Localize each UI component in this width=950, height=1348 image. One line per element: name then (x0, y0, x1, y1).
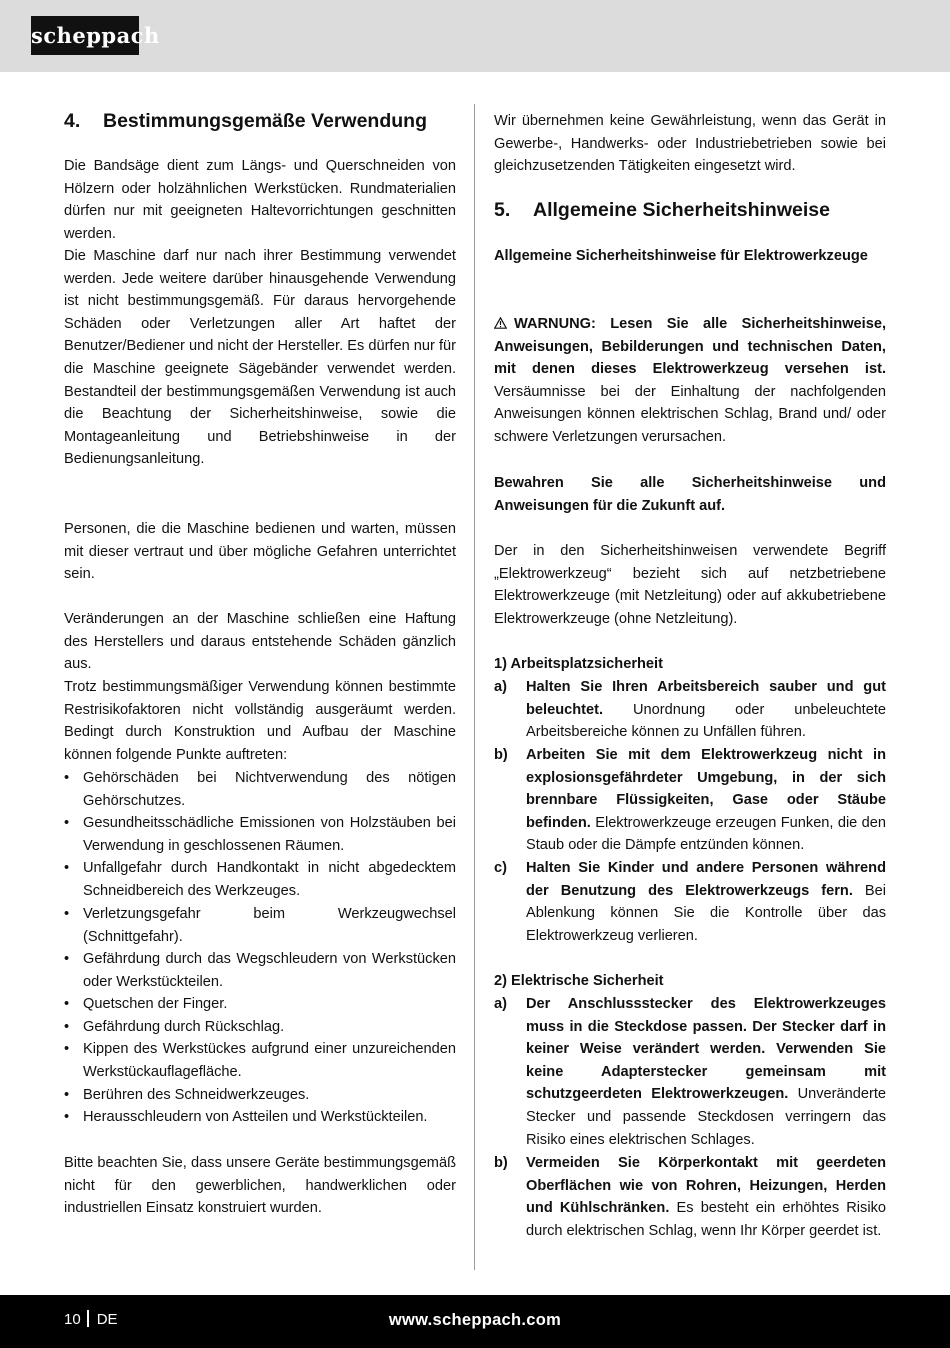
section-title: Bestimmungsgemäße Verwendung (103, 110, 427, 132)
bullet: • (64, 860, 70, 876)
section-number: 5. (494, 199, 511, 221)
footer-bar (0, 1295, 950, 1348)
scheppach-logo: scheppach (31, 16, 139, 55)
list-item (64, 1016, 456, 1039)
language-code: DE (96, 1311, 118, 1328)
bullet: • (64, 1041, 70, 1057)
paragraph: Der in den Sicherheitshinweisen verwendete Begriff „Elektrowerkzeug“ bezieht sich auf netzbetriebene Elektrowerkzeuge (mit Netzleitung) oder auf akkubetriebene Elektrowerkzeuge (ohne Netzleitung). (494, 543, 886, 627)
paragraph: Die Maschine darf nur nach ihrer Bestimmung verwendet werden. Jede weitere darüber hinausgehende Verwendung ist nicht bestimmungsgemäß. Für daraus hervorgehende Schäden oder Verletzungen aller Art haftet der Benutzer/Bediener und nicht der Hersteller. Es dürfen nur für die Maschine geeignete Sägebänder verwendet werden. Bestandteil der bestimmungsgemäßen Verwendung ist auch die Beachtung der Sicherheitshinweise, sowie die Montageanleitung und Betriebshinweise in der Bedienungsanleitung. (64, 248, 456, 468)
warning-text: Versäumnisse bei der Einhaltung der nachfolgenden Anweisungen können elektrischen Schlag, Brand und/ oder schwere Verletzungen verursachen. (494, 383, 886, 445)
header-bar (0, 0, 950, 72)
subsection-title: 2) Elektrische Sicherheit (494, 973, 664, 989)
list-item-text: Herausschleudern von Astteilen und Werkstückteilen. (83, 1109, 428, 1125)
warning-triangle-icon (494, 317, 507, 329)
paragraph: Bitte beachten Sie, dass unsere Geräte bestimmungsgemäß nicht für den gewerblichen, handwerklichen oder industriellen Einsatz konstruiert wurden. (64, 1155, 456, 1217)
paragraph: Veränderungen an der Maschine schließen eine Haftung des Herstellers und daraus entstehende Schäden gänzlich aus. (64, 611, 456, 673)
list-item (64, 948, 456, 993)
paragraph: Wir übernehmen keine Gewährleistung, wenn das Gerät in Gewerbe-, Handwerks- oder Industriebetrieben sowie bei gleichzusetzenden Tätigkeiten eingesetzt wird. (494, 113, 886, 175)
footer-url[interactable]: www.scheppach.com (388, 1311, 562, 1329)
list-item-text: Gehörschäden bei Nichtverwendung des nötigen Gehörschutzes. (83, 770, 456, 809)
bullet: • (64, 815, 70, 831)
list-item (64, 993, 456, 1016)
item-bold: Der Anschlussstecker des Elektrowerkzeuges muss in die Steckdose passen. Der Stecker darf in keiner Weise verändert werden. Verwenden Sie keine Adapterstecker gemeinsam mit schutzgeerdeten Elektrowerkzeugen. (526, 996, 886, 1103)
list-item (64, 857, 456, 902)
list-item (64, 1084, 456, 1107)
list-item-text: Quetschen der Finger. (83, 996, 228, 1012)
item-letter: a) (494, 996, 507, 1012)
warning-bold-text: WARNUNG: Lesen Sie alle Sicherheitshinweise, Anweisungen, Bebilderungen und technischen Daten, mit denen dieses Elektrowerkzeug versehen ist. (494, 316, 886, 378)
item-normal: Unveränderte Stecker und passende Steckdosen verringern das Risiko eines elektrischen Schlages. (526, 1086, 887, 1148)
item-normal: Elektrowerkzeuge erzeugen Funken, die den Staub oder die Dämpfe entzünden können. (526, 814, 886, 854)
bullet: • (64, 1019, 70, 1035)
list-item (64, 1038, 456, 1083)
bullet: • (64, 1109, 70, 1125)
list-item-text: Kippen des Werkstückes aufgrund einer unzureichenden Werkstückauflagefläche. (83, 1041, 456, 1080)
item-text (526, 676, 886, 744)
page-number: 10 (64, 1311, 81, 1328)
warning-paragraph (494, 313, 886, 449)
list-item (494, 1152, 886, 1242)
list-item (494, 744, 886, 857)
item-normal: Es besteht ein erhöhtes Risiko durch elektrischen Schlag, wenn Ihr Körper geerdet ist. (526, 1200, 886, 1239)
paragraph: Personen, die die Maschine bedienen und warten, müssen mit dieser vertraut und über mögliche Gefahren unterrichtet sein. (64, 521, 456, 583)
list-item-text: Verletzungsgefahr beim Werkzeugwechsel (Schnittgefahr). (83, 906, 456, 945)
list-item-text: Unfallgefahr durch Handkontakt in nicht abgedecktem Schneidbereich des Werkzeuges. (83, 860, 456, 899)
item-bold: Halten Sie Ihren Arbeitsbereich sauber und gut beleuchtet. (526, 679, 886, 718)
list-item-text: Gefährdung durch Rückschlag. (83, 1019, 285, 1035)
bullet: • (64, 770, 70, 786)
list-item-text: Berühren des Schneidwerkzeuges. (83, 1087, 310, 1103)
bullet: • (64, 1087, 70, 1103)
list-item (494, 676, 886, 744)
section-4-heading (64, 109, 456, 133)
item-text (526, 857, 886, 947)
item-normal: Bei Ablenkung können Sie die Kontrolle über das Elektrowerkzeug verlieren. (526, 882, 887, 944)
list-item-text: Gesundheitsschädliche Emissionen von Holzstäuben bei Verwendung in geschlossenen Räumen. (83, 815, 456, 854)
bullet: • (64, 996, 70, 1012)
list-item (64, 1106, 456, 1129)
section-title: Allgemeine Sicherheitshinweise (533, 199, 830, 221)
list-item (64, 812, 456, 857)
item-bold: Vermeiden Sie Körperkontakt mit geerdeten Oberflächen wie von Rohren, Heizungen, Herden und Kühlschränken. (526, 1155, 886, 1217)
item-text (526, 993, 886, 1151)
bullet: • (64, 906, 70, 922)
keep-instructions: Bewahren Sie alle Sicherheitshinweise und Anweisungen für die Zukunft auf. (494, 475, 886, 514)
subheading: Allgemeine Sicherheitshinweise für Elektrowerkzeuge (494, 248, 868, 264)
item-letter: b) (494, 747, 508, 763)
item-bold: Arbeiten Sie mit dem Elektrowerkzeug nicht in explosionsgefährdeter Umgebung, in der sich brennbare Flüssigkeiten, Gase oder Stäube befinden. (526, 747, 886, 831)
section-number: 4. (64, 110, 81, 132)
section-5-heading (494, 198, 886, 222)
subsection-title: 1) Arbeitsplatzsicherheit (494, 656, 663, 672)
item-text (526, 744, 886, 857)
paragraph: Trotz bestimmungsmäßiger Verwendung können bestimmte Restrisikofaktoren nicht vollständig ausgeräumt werden. Bedingt durch Konstruktion und Aufbau der Maschine können folgende Punkte auftreten: (64, 679, 456, 763)
item-letter: a) (494, 679, 507, 695)
item-letter: c) (494, 860, 507, 876)
column-divider (474, 104, 475, 1270)
list-item (64, 767, 456, 812)
item-letter: b) (494, 1155, 508, 1171)
bullet: • (64, 951, 70, 967)
item-bold: Halten Sie Kinder und andere Personen während der Benutzung des Elektrowerkzeugs fern. (526, 860, 886, 899)
item-normal: Unordnung oder unbeleuchtete Arbeitsbereiche können zu Unfällen führen. (526, 701, 886, 741)
list-item (494, 993, 886, 1151)
list-item (64, 903, 456, 948)
paragraph: Die Bandsäge dient zum Längs- und Querschneiden von Hölzern oder holzähnlichen Werkstücken. Rundmaterialien dürfen nur mit geeigneten Haltevorrichtungen geschnitten werden. (64, 158, 456, 242)
list-item (494, 857, 886, 947)
list-item-text: Gefährdung durch das Wegschleudern von Werkstücken oder Werkstückteilen. (83, 951, 456, 990)
item-text (526, 1152, 886, 1242)
